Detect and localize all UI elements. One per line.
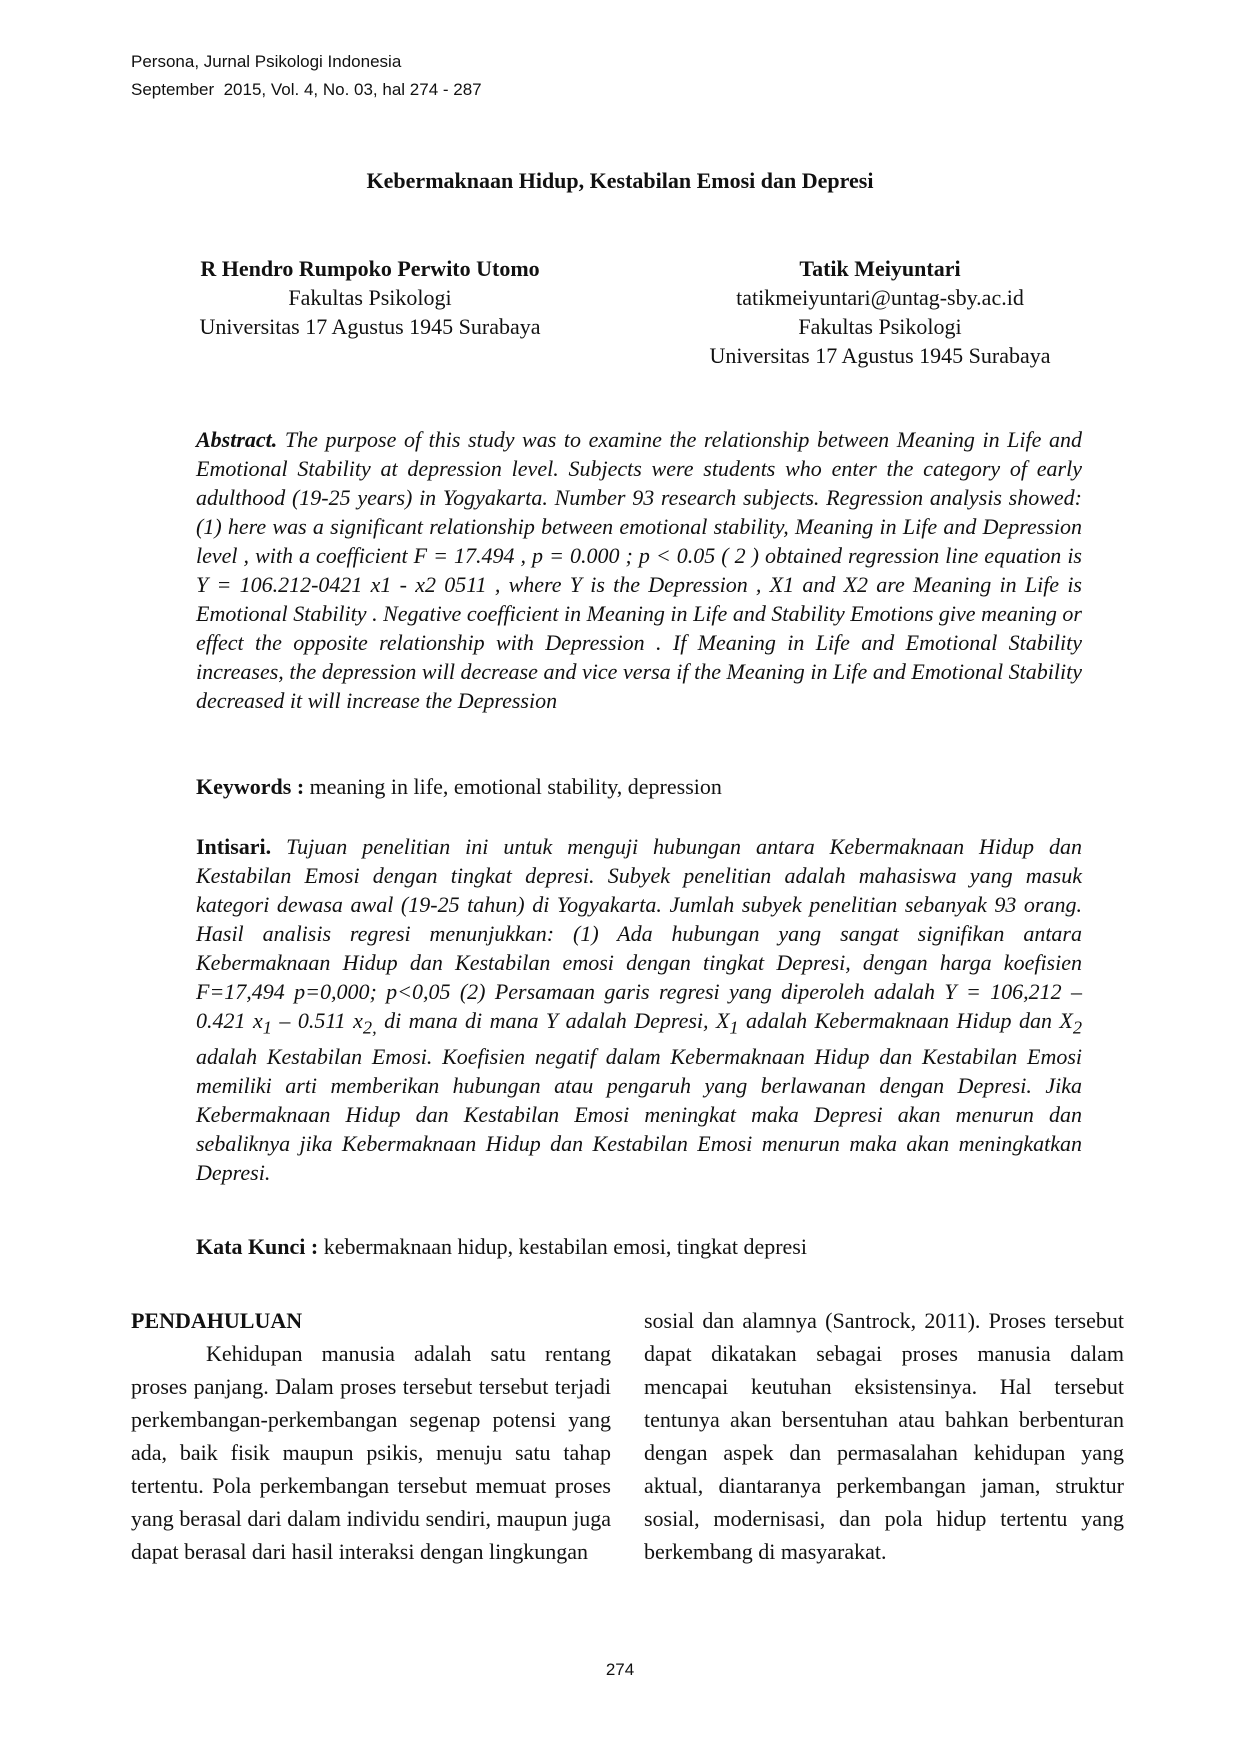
katakunci-label: Kata Kunci :: [196, 1234, 319, 1259]
intisari-text: di mana di mana Y adalah Depresi, X: [376, 1008, 730, 1033]
section-heading: PENDAHULUAN: [131, 1308, 303, 1333]
body-paragraph: sosial dan alamnya (Santrock, 2011). Proses tersebut dapat dikatakan sebagai proses manusia dalam mencapai keutuhan eksistensinya. Hal tersebut tentunya akan bersentuhan atau bahkan berbenturan dengan aspek dan permasalahan kehidupan yang aktual, diantaranya perkembangan jaman, struktur sosial, modernisasi, dan pola hidup tertentu yang berkembang di masyarakat.: [644, 1308, 1124, 1564]
paper-title: Kebermaknaan Hidup, Kestabilan Emosi dan Depresi: [366, 168, 874, 193]
author-name: Tatik Meiyuntari: [799, 256, 961, 281]
abstract-text: The purpose of this study was to examine the relationship between Meaning in Life and Emotional Stability at depression level. Subjects were students who enter the category of early adulthood (19-25 years) in Yogyakarta. Number 93 research subjects. Regression analysis showed: (1) here was a significant relationship between emotional stability, Meaning in Life and Depression level , with a coefficient F = 17.494 , p = 0.000 ; p < 0.05 ( 2 ) obtained regression line equation is Y = 106.212-0421 x1 - x2 0511 , where Y is the Depression , X1 and X2 are Meaning in Life is Emotional Stability . Negative coefficient in Meaning in Life and Stability Emotions give meaning or effect the opposite relationship with Depression . If Meaning in Life and Emotional Stability increases, the depression will decrease and vice versa if the Meaning in Life and Emotional Stability decreased it will increase the Depression: [196, 427, 1082, 713]
author-faculty: Fakultas Psikologi: [288, 285, 452, 310]
subscript: 1: [262, 1017, 272, 1038]
abstract-label: Abstract.: [196, 427, 278, 452]
body-column-right: [644, 1304, 1124, 1568]
keywords-text: meaning in life, emotional stability, depression: [304, 774, 722, 799]
subscript: 1: [729, 1017, 739, 1038]
intisari-text: – 0.511 x: [271, 1008, 363, 1033]
body-column-left: [131, 1304, 611, 1568]
intisari: [196, 832, 1082, 1187]
author-block-2: [670, 254, 1090, 370]
keywords: [196, 772, 1082, 801]
keywords-label: Keywords :: [196, 774, 305, 799]
intisari-text: adalah Kestabilan Emosi. Koefisien negatif dalam Kebermaknaan Hidup dan Kestabilan Emosi memiliki arti memberikan hubungan atau pengaruh yang berlawanan dengan Depresi. Jika Kebermaknaan Hidup dan Kestabilan Emosi meningkat maka Depresi akan menurun dan sebaliknya jika Kebermaknaan Hidup dan Kestabilan Emosi menurun maka akan meningkatkan Depresi.: [196, 1044, 1082, 1186]
subscript: 2: [1072, 1017, 1083, 1038]
author-university: Universitas 17 Agustus 1945 Surabaya: [199, 314, 541, 339]
page-number: 274: [605, 1660, 635, 1679]
intisari-label: Intisari.: [196, 834, 272, 859]
author-email: tatikmeiyuntari@untag-sby.ac.id: [736, 285, 1024, 310]
journal-name: Persona, Jurnal Psikologi Indonesia: [131, 52, 402, 71]
running-header: [131, 48, 482, 104]
katakunci-text: kebermaknaan hidup, kestabilan emosi, tingkat depresi: [318, 1234, 807, 1259]
subscript: 2,: [362, 1017, 377, 1038]
author-block-1: [130, 254, 610, 341]
author-faculty: Fakultas Psikologi: [798, 314, 962, 339]
author-name: R Hendro Rumpoko Perwito Utomo: [200, 256, 540, 281]
intisari-text: Tujuan penelitian ini untuk menguji hubungan antara Kebermaknaan Hidup dan Kestabilan Emosi dengan tingkat depresi. Subyek penelitian adalah mahasiswa yang masuk kategori dewasa awal (19-25 tahun) di Yogyakarta. Jumlah subyek penelitian sebanyak 93 orang. Hasil analisis regresi menunjukkan: (1) Ada hubungan yang sangat signifikan antara Kebermaknaan Hidup dan Kestabilan emosi dengan tingkat Depresi, dengan harga koefisien F=17,494 p=0,000; p<0,05 (2) Persamaan garis regresi yang diperoleh adalah Y = 106,212 – 0.421 x: [196, 834, 1082, 1033]
abstract: [196, 425, 1082, 715]
body-paragraph: Kehidupan manusia adalah satu rentang proses panjang. Dalam proses tersebut tersebut terjadi perkembangan-perkembangan segenap potensi yang ada, baik fisik maupun psikis, menuju satu tahap tertentu. Pola perkembangan tersebut memuat proses yang berasal dari dalam individu sendiri, maupun juga dapat berasal dari hasil interaksi dengan lingkungan: [131, 1341, 611, 1564]
intisari-text: adalah Kebermaknaan Hidup dan X: [738, 1008, 1073, 1033]
kata-kunci: [196, 1232, 1082, 1261]
author-university: Universitas 17 Agustus 1945 Surabaya: [709, 343, 1051, 368]
journal-issue: September 2015, Vol. 4, No. 03, hal 274 - 287: [131, 80, 482, 99]
